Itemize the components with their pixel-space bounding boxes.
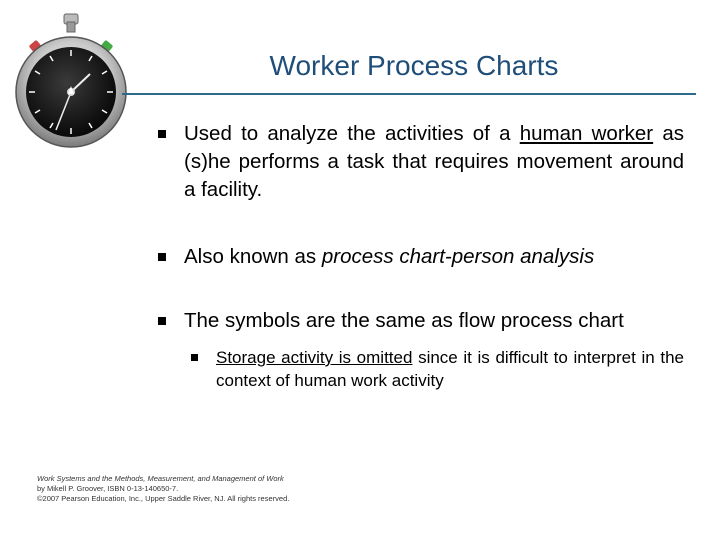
footer-author: by Mikell P. Groover, ISBN 0-13-140650-7.	[37, 484, 179, 493]
bullet-square-icon	[158, 130, 166, 138]
bullet-text: The symbols are the same as flow process chart	[184, 309, 624, 332]
sub-bullet-text: Storage activity is omitted since it is difficult to interpret in the context of human work activity	[216, 348, 684, 390]
stopwatch-icon	[12, 12, 130, 152]
bullet-item	[158, 307, 684, 335]
footer-book-title: Work Systems and the Methods, Measurement, and Management of Work	[37, 474, 284, 483]
copyright-footer	[37, 474, 367, 504]
bullet-item	[158, 243, 684, 271]
sub-bullet-square-icon	[191, 354, 198, 361]
footer-copyright: ©2007 Pearson Education, Inc., Upper Saddle River, NJ. All rights reserved.	[37, 494, 290, 503]
bullet-list	[158, 120, 684, 392]
sub-bullet-item	[188, 346, 684, 392]
slide-title: Worker Process Charts	[269, 50, 559, 81]
bullet-item	[158, 120, 684, 204]
title-divider	[122, 93, 696, 95]
bullet-square-icon	[158, 317, 166, 325]
bullet-text: Also known as process chart-person analysis	[184, 245, 595, 268]
bullet-text: Used to analyze the activities of a human worker as (s)he performs a task that requires movement around a facility.	[184, 122, 684, 201]
bullet-square-icon	[158, 253, 166, 261]
